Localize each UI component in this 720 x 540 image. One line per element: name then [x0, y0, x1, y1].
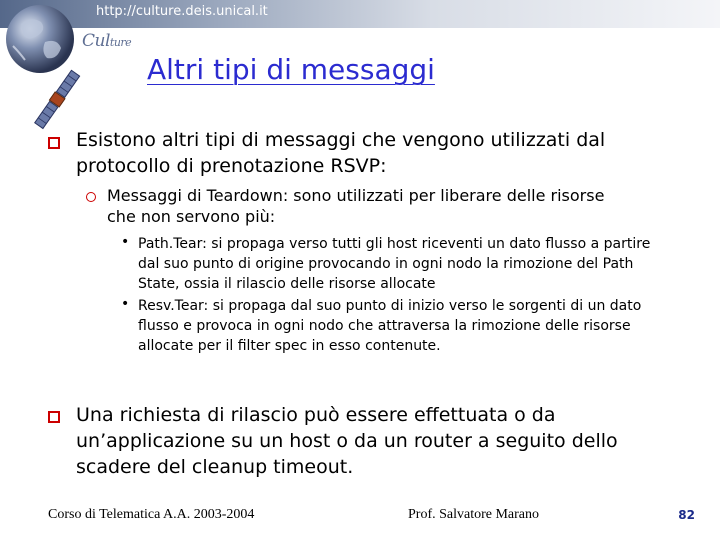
- dot-bullet-icon: •: [121, 234, 130, 250]
- bullet-1-1-1-text: Path.Tear: si propaga verso tutti gli host riceventi un dato flusso a partire dal suo punto di origine provocando in ogni nodo la rimozione del Path State, ossia il rilascio delle risorse allocate: [138, 236, 651, 292]
- page-number: 82: [678, 508, 695, 522]
- footer-course: Corso di Telematica A.A. 2003-2004: [48, 507, 255, 522]
- bullet-1-1-text: Messaggi di Teardown: sono utilizzati per liberare delle risorse che non servono più:: [107, 186, 605, 226]
- brand-logo-small: ture: [109, 36, 132, 49]
- header-bar: [0, 0, 720, 28]
- square-bullet-icon: [48, 411, 60, 423]
- brand-logo: [82, 31, 131, 51]
- bullet-1-1-2-text: Resv.Tear: si propaga dal suo punto di inizio verso le sorgenti di un dato flusso e provoca in ogni nodo che attraversa la rimozione delle risorse allocate per il filter spec in esso contenute.: [138, 298, 642, 354]
- square-bullet-icon: [48, 137, 60, 149]
- bullet-2-text: Una richiesta di rilascio può essere effettuata o da un’applicazione su un host o da un router a seguito dello scadere del cleanup timeout.: [76, 404, 618, 478]
- header-url[interactable]: http://culture.deis.unical.it: [96, 4, 268, 19]
- slide-title: Altri tipi di messaggi: [147, 53, 435, 86]
- footer-professor: Prof. Salvatore Marano: [408, 507, 540, 522]
- circle-bullet-icon: [86, 192, 96, 202]
- bullet-1-text: Esistono altri tipi di messaggi che vengono utilizzati dal protocollo di prenotazione RSVP:: [76, 129, 606, 177]
- brand-logo-main: Cul: [82, 31, 110, 51]
- dot-bullet-icon: •: [121, 296, 130, 312]
